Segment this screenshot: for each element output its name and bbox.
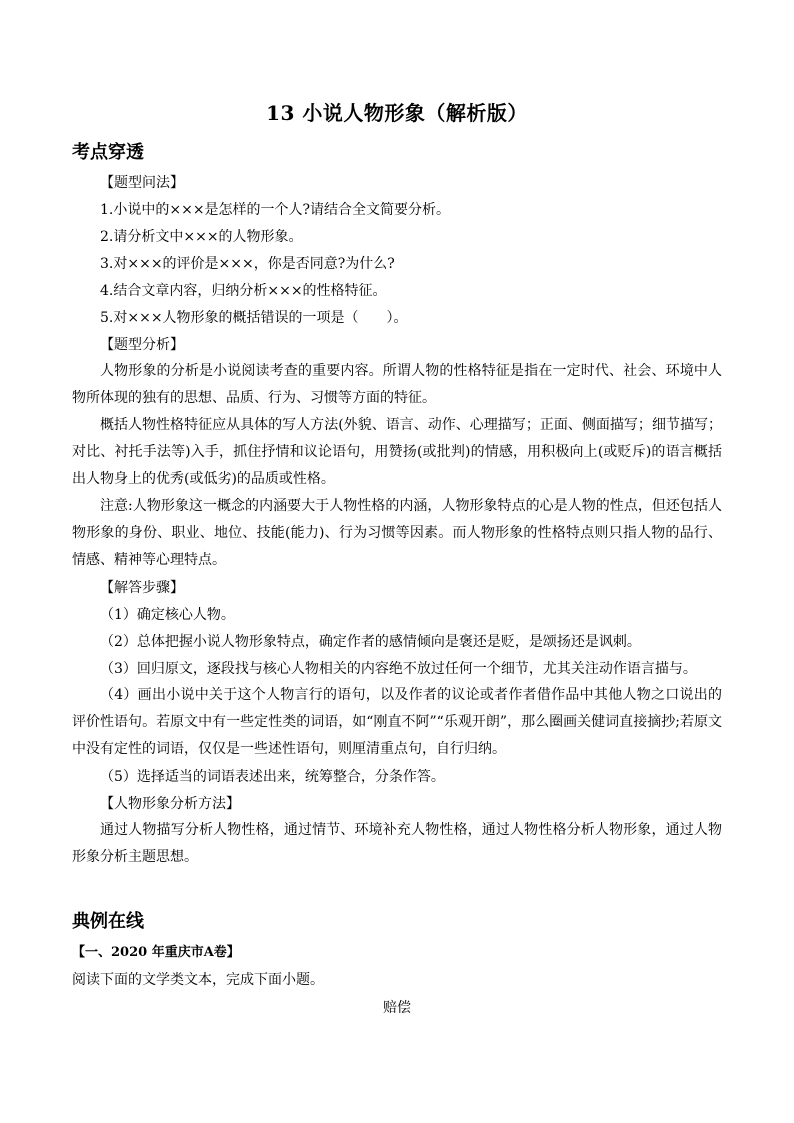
analysis-paragraph: 概括人物性格特征应从具体的写人方法(外貌、语言、动作、心理描写；正面、侧面描写；细节描写；对比、衬托手法等)入手，抓住抒情和议论语句，用赞扬(或批判)的情感，用积极向上(或贬斥)的语言概括出人物身上的优秀(或低劣)的品质或性格。 bbox=[72, 417, 722, 487]
subheading-steps: 【解答步骤】 bbox=[100, 580, 184, 596]
passage-title: 赔偿 bbox=[383, 1000, 411, 1016]
question-item: 3.对×××的评价是×××，你是否同意?为什么? bbox=[100, 256, 395, 272]
subheading-question-types: 【题型问法】 bbox=[100, 175, 184, 191]
page-title: 13 小说人物形象（解析版） bbox=[266, 101, 528, 125]
question-item: 2.请分析文中×××的人物形象。 bbox=[100, 229, 303, 245]
step-item: （4）画出小说中关于这个人物言行的语句，以及作者的议论或者作者借作品中其他人物之口说出的评价性语句。若原文中有一些定性类的词语，如“刚直不阿”“乐观开朗”，那么圈画关健词直接摘抄;若原文中没有定性的词语，仅仅是一些述性语句，则厘清重点句，自行归纳。 bbox=[72, 687, 722, 757]
section-heading-examples: 典例在线 bbox=[72, 911, 144, 932]
analysis-paragraph: 人物形象的分析是小说阅读考查的重要内容。所谓人物的性格特征是指在一定时代、社会、环境中人物所体现的独有的思想、品质、行为、习惯等方面的特征。 bbox=[72, 363, 722, 406]
question-item: 5.对×××人物形象的概括错误的一项是（ ）。 bbox=[100, 310, 408, 326]
step-item: （1）确定核心人物。 bbox=[100, 607, 235, 623]
method-paragraph: 通过人物描写分析人物性格，通过情节、环境补充人物性格，通过人物性格分析人物形象，通过人物形象分析主题思想。 bbox=[72, 822, 722, 865]
example-instruction: 阅读下面的文学类文本，完成下面小题。 bbox=[72, 972, 324, 988]
note-paragraph: 注意:人物形象这一概念的内涵要大于人物性格的内涵，人物形象特点的心是人物的性点，但还包括人物形象的身份、职业、地位、技能(能力)、行为习惯等因素。而人物形象的性格特点则只指人物的品行、情感、精神等心理特点。 bbox=[72, 498, 722, 568]
example-source: 【一、2020 年重庆市A卷】 bbox=[72, 945, 240, 960]
subheading-analysis: 【题型分析】 bbox=[100, 337, 184, 353]
step-item: （5）选择适当的词语表述出来，统筹整合，分条作答。 bbox=[100, 769, 445, 785]
step-item: （2）总体把握小说人物形象特点，确定作者的感情倾向是褒还是贬，是颂扬还是讽刺。 bbox=[100, 634, 641, 650]
question-item: 4.结合文章内容，归纳分析×××的性格特征。 bbox=[100, 283, 387, 299]
subheading-method: 【人物形象分析方法】 bbox=[100, 796, 240, 812]
section-heading-kaodian: 考点穿透 bbox=[72, 142, 144, 163]
question-item: 1.小说中的×××是怎样的一个人?请结合全文简要分析。 bbox=[100, 202, 451, 218]
step-item: （3）回归原文，逐段找与核心人物相关的内容绝不放过任何一个细节，尤其关注动作语言描与。 bbox=[100, 661, 697, 677]
